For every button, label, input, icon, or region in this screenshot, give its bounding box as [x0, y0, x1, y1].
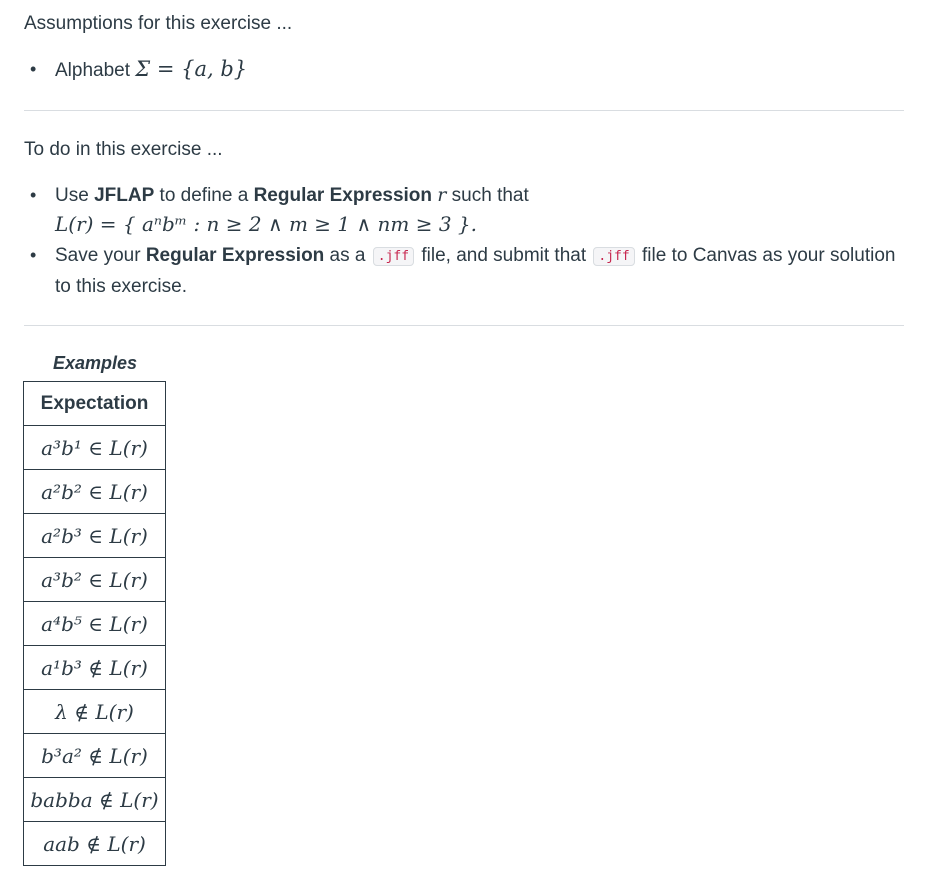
table-row: a²b³ ∈ L(r): [24, 514, 166, 558]
table-row: a²b² ∈ L(r): [24, 470, 166, 514]
table-row: b³a² ∉ L(r): [24, 734, 166, 778]
alphabet-label: Alphabet: [55, 60, 131, 81]
examples-caption: Examples: [52, 353, 138, 373]
language-definition: L(r) = { aⁿbᵐ : n ≥ 2 ∧ m ≥ 1 ∧ nm ≥ 3 }.: [55, 212, 477, 236]
jflap-label: JFLAP: [94, 185, 155, 206]
table-row: λ ∉ L(r): [24, 690, 166, 734]
todo-item-save: Save your Regular Expression as a .jff file, and submit that .jff file to Canvas as your solution to this exercise.: [55, 245, 896, 297]
jff-code: .jff: [593, 247, 634, 266]
assumptions-heading: Assumptions for this exercise ...: [24, 13, 293, 34]
jff-code: .jff: [373, 247, 414, 266]
todo-heading: To do in this exercise ...: [24, 139, 223, 160]
regex-label: Regular Expression: [253, 185, 433, 206]
bullet-icon: [30, 56, 40, 83]
regex-label: Regular Expression: [145, 245, 325, 266]
divider: [24, 325, 904, 326]
alphabet-math: Σ = {a, b}: [135, 57, 248, 81]
bullet-icon: [30, 242, 40, 269]
divider: [24, 110, 904, 111]
todo-item-define: Use JFLAP to define a Regular Expression r such that L(r) = { aⁿbᵐ : n ≥ 2 ∧ m ≥ 1 ∧ nm ≥ 3 }.: [55, 184, 529, 236]
alphabet-item: [55, 55, 247, 85]
examples-table: [23, 381, 166, 866]
table-row: a³b² ∈ L(r): [24, 558, 166, 602]
table-row: aab ∉ L(r): [24, 822, 166, 866]
table-row: a¹b³ ∉ L(r): [24, 646, 166, 690]
table-row: babba ∉ L(r): [24, 778, 166, 822]
table-row: a³b¹ ∈ L(r): [24, 426, 166, 470]
table-row: a⁴b⁵ ∈ L(r): [24, 602, 166, 646]
bullet-icon: [30, 182, 40, 209]
expectation-header: Expectation: [24, 382, 166, 426]
regex-var: r: [437, 184, 447, 206]
